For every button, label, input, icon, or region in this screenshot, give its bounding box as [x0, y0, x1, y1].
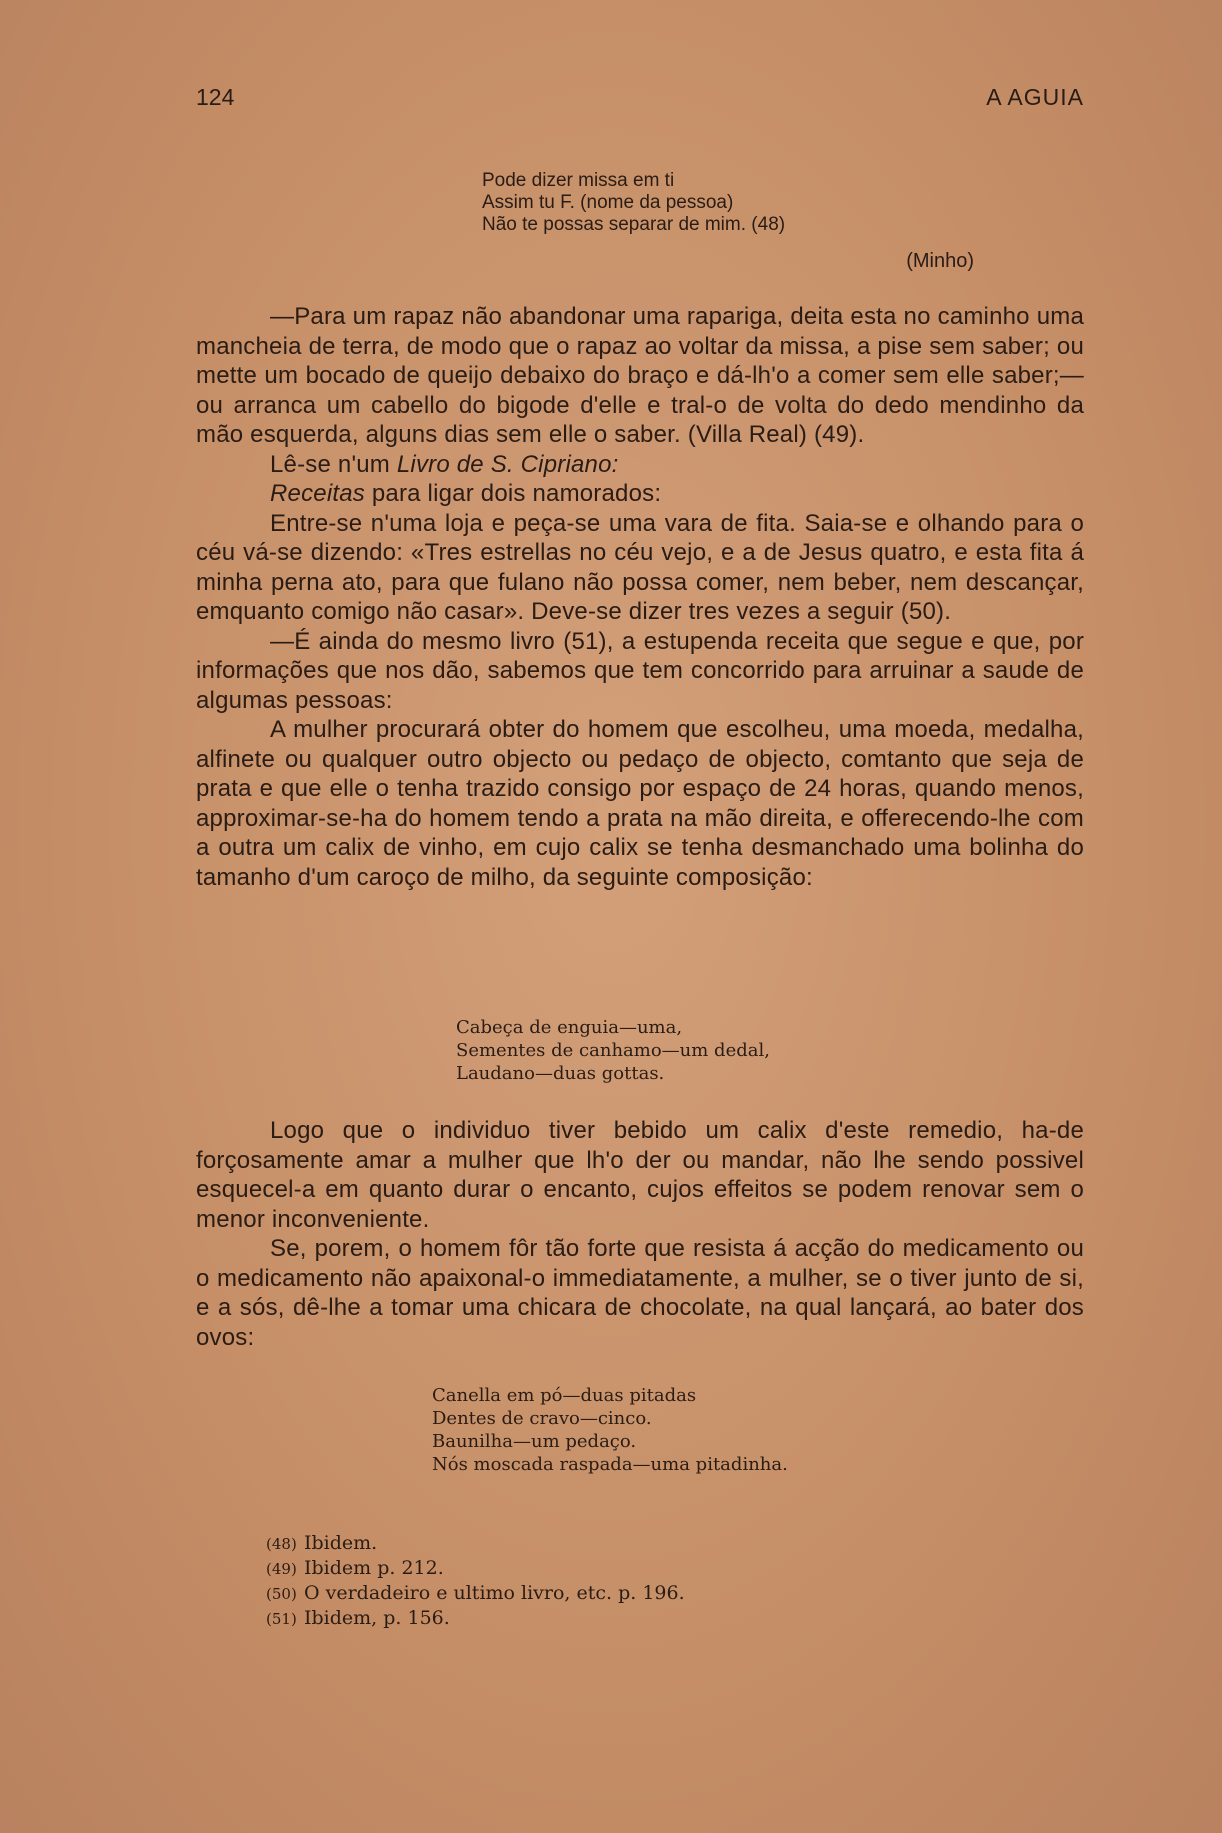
footnotes: [266, 1531, 685, 1631]
verse-source: (Minho): [906, 250, 974, 272]
paragraph: Lê-se n'um Livro de S. Cipriano:: [270, 450, 619, 478]
verse-line: Assim tu F. (nome da pessoa): [482, 192, 734, 213]
page-number: 124: [196, 84, 235, 110]
recipe-list: [456, 1016, 770, 1085]
footnote: (50) O verdadeiro e ultimo livro, etc. p. 196.: [266, 1582, 685, 1604]
paragraph: Logo que o individuo tiver bebido um calix d'este remedio, ha-de forçosamente amar a mulher que lh'o der ou mandar, não lhe sendo possivel esquecel-a em quanto durar o encanto, cujos effeitos se podem renovar sem o menor inconveniente.: [196, 1117, 1084, 1233]
page-header: [196, 84, 1084, 118]
body-text-top: [196, 302, 1084, 892]
verse-line: Pode dizer missa em ti: [482, 170, 675, 191]
footnote: (48) Ibidem.: [266, 1532, 378, 1554]
verse-block: [482, 170, 785, 236]
recipe-item: Laudano—duas gottas.: [456, 1063, 665, 1084]
recipe-item: Dentes de cravo—cinco.: [432, 1408, 652, 1429]
paragraph: Receitas para ligar dois namorados:: [270, 480, 662, 507]
book-title: Livro de S. Cipriano:: [396, 450, 619, 478]
footnote-ref: (49): [813, 421, 858, 448]
recipe-item: Baunilha—um pedaço.: [432, 1431, 637, 1452]
paragraph: Se, porem, o homem fôr tão forte que resista á acção do medicamento ou o medicamento não apaixonal-o immediatamente, a mulher, se o tiver junto de si, e a sós, dê-lhe a tomar uma chicara de chocolate, na qual lançará, ao bater dos ovos:: [196, 1235, 1084, 1351]
footnote-ref: (51): [563, 627, 607, 655]
footnote: (49) Ibidem p. 212.: [266, 1557, 444, 1579]
verse-line: Não te possas separar de mim. (48): [482, 214, 786, 235]
section-title: Receitas: [270, 480, 365, 507]
footnote-ref: (50): [900, 598, 945, 625]
body-text-bottom: [196, 1116, 1084, 1352]
running-title: A AGUIA: [986, 84, 1084, 110]
footnote: (51) Ibidem, p. 156.: [266, 1607, 450, 1629]
paragraph: —Para um rapaz não abandonar uma rapariga, deita esta no caminho uma mancheia de terra, de modo que o rapaz ao voltar da missa, a pise sem saber; ou mette um bocado de queijo debaixo do braço e dá-lh'o a comer sem elle saber;—ou arranca um cabello do bigode d'elle e tral-o de volta do dedo mendinho da mão esquerda, alguns dias sem elle o saber. (Villa Real) (49).: [196, 303, 1084, 448]
paragraph: Entre-se n'uma loja e peça-se uma vara de fita. Saia-se e olhando para o céu vá-se dizendo: «Tres estrellas no céu vejo, e a de Jesus quatro, e esta fita á minha perna ato, para que fulano não possa comer, nem beber, nem descançar, emquanto comigo não casar». Deve-se dizer tres vezes a seguir (50).: [196, 509, 1084, 625]
paragraph: —É ainda do mesmo livro (51), a estupenda receita que segue e que, por informações que nos dão, sabemos que tem concorrido para arruinar a saude de algumas pessoas:: [196, 627, 1085, 714]
recipe-item: Cabeça de enguia—uma,: [456, 1017, 683, 1038]
recipe-item: Nós moscada raspada—uma pitadinha.: [432, 1454, 788, 1475]
paragraph: A mulher procurará obter do homem que escolheu, uma moeda, medalha, alfinete ou qualquer outro objecto ou pedaço de objecto, comtanto que seja de prata e que elle o tenha trazido consigo por espaço de 24 horas, quando menos, approximar-se-ha do homem tendo a prata na mão direita, e offerecendo-lhe com a outra um calix de vinho, em cujo calix se tenha desmanchado uma bolinha do tamanho d'um caroço de milho, da seguinte composição:: [196, 716, 1084, 891]
recipe-item: Sementes de canhamo—um dedal,: [456, 1040, 770, 1061]
recipe-list: [432, 1384, 788, 1476]
footnote-ref: (48): [751, 214, 786, 235]
recipe-item: Canella em pó—duas pitadas: [432, 1385, 697, 1406]
